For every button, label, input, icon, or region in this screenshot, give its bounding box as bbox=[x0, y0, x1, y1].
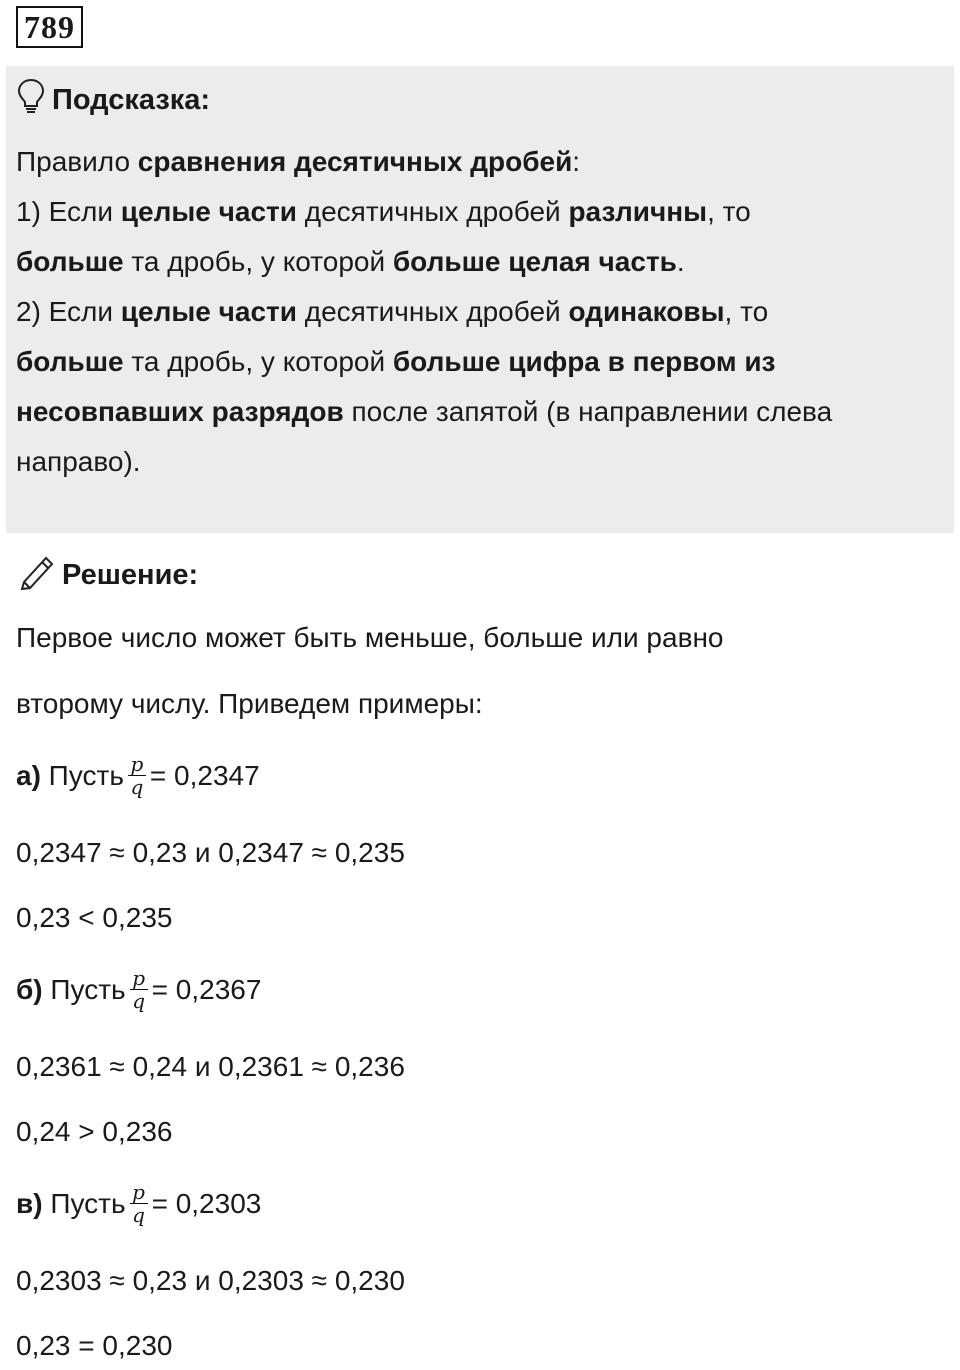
solution-intro-2: второму числу. Приведем примеры: bbox=[16, 688, 483, 719]
fraction-numerator: p bbox=[132, 966, 146, 990]
bold-text: больше целая часть bbox=[392, 246, 677, 277]
fraction-numerator: p bbox=[132, 1180, 145, 1204]
problem-number: 789 bbox=[16, 6, 83, 48]
text: десятичных дробей bbox=[296, 196, 569, 227]
text: Правило bbox=[16, 146, 138, 177]
case-value: = 0,2367 bbox=[151, 973, 262, 1005]
bold-text: целые части bbox=[120, 296, 297, 327]
case-c-compare: 0,23 = 0,230 bbox=[16, 1330, 173, 1361]
case-a-statement bbox=[16, 752, 260, 800]
hint-rule bbox=[16, 137, 946, 187]
bold-text: сравнения десятичных дробей bbox=[137, 146, 573, 177]
text: , то bbox=[724, 296, 769, 327]
case-c-statement bbox=[16, 1180, 262, 1228]
fraction-p-over-q bbox=[130, 1181, 148, 1226]
hint-heading-text: Подсказка: bbox=[52, 83, 211, 116]
case-pust: Пусть bbox=[42, 973, 126, 1005]
case-c-approx: 0,2303 ≈ 0,23 и 0,2303 ≈ 0,230 bbox=[16, 1265, 405, 1296]
bold-text: различны bbox=[568, 196, 708, 227]
text: 1) Если bbox=[16, 196, 121, 227]
fraction-denominator: q bbox=[132, 1203, 145, 1227]
text: десятичных дробей bbox=[296, 296, 569, 327]
fraction-p-over-q bbox=[128, 753, 146, 798]
pencil-icon bbox=[16, 552, 56, 598]
fraction-p-over-q bbox=[130, 967, 148, 1012]
solution-heading-text: Решение: bbox=[62, 558, 199, 591]
case-label: а) bbox=[16, 759, 41, 791]
case-pust: Пусть bbox=[40, 759, 124, 791]
hint-text bbox=[16, 137, 946, 487]
fraction-denominator: q bbox=[130, 775, 144, 799]
text: та дробь, у которой bbox=[123, 346, 393, 377]
lightbulb-icon bbox=[16, 78, 46, 122]
fraction-numerator: p bbox=[130, 752, 144, 776]
solution-heading bbox=[16, 552, 198, 598]
hint-heading bbox=[16, 78, 210, 122]
hint-item-1 bbox=[16, 187, 946, 287]
bold-text: больше цифра в первом из несовпавших разрядов bbox=[16, 346, 776, 427]
case-a-compare: 0,23 < 0,235 bbox=[16, 902, 173, 933]
bold-text: больше bbox=[16, 346, 124, 377]
bold-text: одинаковы bbox=[568, 296, 725, 327]
bold-text: целые части bbox=[120, 196, 297, 227]
bold-text: больше bbox=[16, 246, 124, 277]
text: после запятой (в направлении слева направо). bbox=[16, 396, 833, 477]
text: . bbox=[676, 246, 685, 277]
hint-item-2 bbox=[16, 287, 946, 487]
case-pust: Пусть bbox=[42, 1187, 126, 1219]
text: , то bbox=[707, 196, 751, 227]
case-b-statement bbox=[16, 966, 262, 1014]
case-b-approx: 0,2361 ≈ 0,24 и 0,2361 ≈ 0,236 bbox=[16, 1051, 405, 1082]
fraction-denominator: q bbox=[132, 989, 146, 1013]
case-label: б) bbox=[16, 973, 43, 1005]
case-label: в) bbox=[16, 1187, 43, 1219]
solution-intro-1: Первое число может быть меньше, больше или равно bbox=[16, 622, 724, 653]
text: 2) Если bbox=[16, 296, 121, 327]
case-b-compare: 0,24 > 0,236 bbox=[16, 1116, 173, 1147]
case-value: = 0,2303 bbox=[151, 1187, 262, 1219]
text: та дробь, у которой bbox=[123, 246, 393, 277]
text: : bbox=[572, 146, 581, 177]
case-value: = 0,2347 bbox=[149, 759, 260, 791]
case-a-approx: 0,2347 ≈ 0,23 и 0,2347 ≈ 0,235 bbox=[16, 837, 405, 868]
